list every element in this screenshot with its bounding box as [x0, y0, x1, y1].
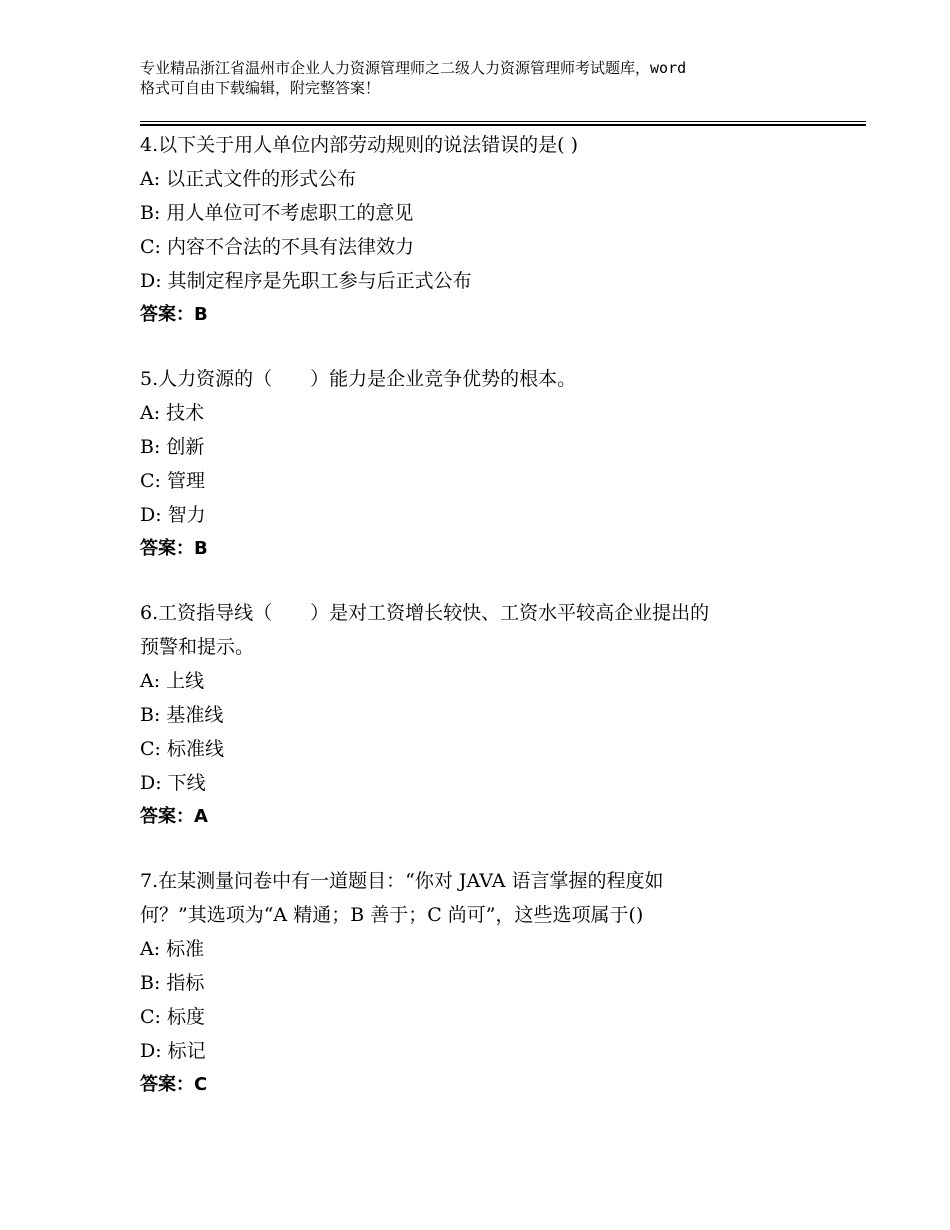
- header-line-2: 格式可自由下载编辑，附完整答案！: [140, 79, 381, 97]
- option-a: A: 上线: [140, 670, 205, 692]
- document-header: [140, 58, 830, 98]
- question-list: [140, 128, 840, 1132]
- question-7: [140, 864, 840, 1102]
- question-5: [140, 362, 840, 566]
- option-b: B: 创新: [140, 436, 205, 458]
- option-a: A: 标准: [140, 938, 205, 960]
- option-b: B: 指标: [140, 972, 205, 994]
- question-stem: 5.人力资源的（ ）能力是企业竞争优势的根本。: [140, 368, 577, 390]
- header-divider-thin: [140, 121, 866, 122]
- header-divider-thick: [140, 124, 866, 126]
- option-d: D: 下线: [140, 772, 206, 794]
- question-stem-continued: 何？”其选项为“A 精通；B 善于；C 尚可”，这些选项属于(): [140, 904, 644, 926]
- option-a: A: 技术: [140, 402, 205, 424]
- answer-label: 答案：B: [140, 538, 208, 559]
- option-d: D: 其制定程序是先职工参与后正式公布: [140, 270, 472, 292]
- question-stem: 7.在某测量问卷中有一道题目：“你对 JAVA 语言掌握的程度如: [140, 870, 664, 892]
- question-stem: 6.工资指导线（ ）是对工资增长较快、工资水平较高企业提出的: [140, 602, 710, 624]
- option-d: D: 智力: [140, 504, 206, 526]
- question-4: [140, 128, 840, 332]
- answer-label: 答案：B: [140, 304, 208, 325]
- option-a: A: 以正式文件的形式公布: [140, 168, 357, 190]
- answer-label: 答案：A: [140, 806, 208, 827]
- option-c: C: 标准线: [140, 738, 224, 760]
- option-d: D: 标记: [140, 1040, 206, 1062]
- option-b: B: 基准线: [140, 704, 224, 726]
- question-6: [140, 596, 840, 834]
- option-c: C: 管理: [140, 470, 205, 492]
- option-c: C: 标度: [140, 1006, 205, 1028]
- question-stem-continued: 预警和提示。: [140, 636, 255, 658]
- header-line-1: 专业精品浙江省温州市企业人力资源管理师之二级人力资源管理师考试题库，word: [140, 59, 687, 77]
- option-b: B: 用人单位可不考虑职工的意见: [140, 202, 414, 224]
- answer-label: 答案：C: [140, 1074, 208, 1095]
- question-stem: 4.以下关于用人单位内部劳动规则的说法错误的是( ): [140, 134, 578, 156]
- option-c: C: 内容不合法的不具有法律效力: [140, 236, 414, 258]
